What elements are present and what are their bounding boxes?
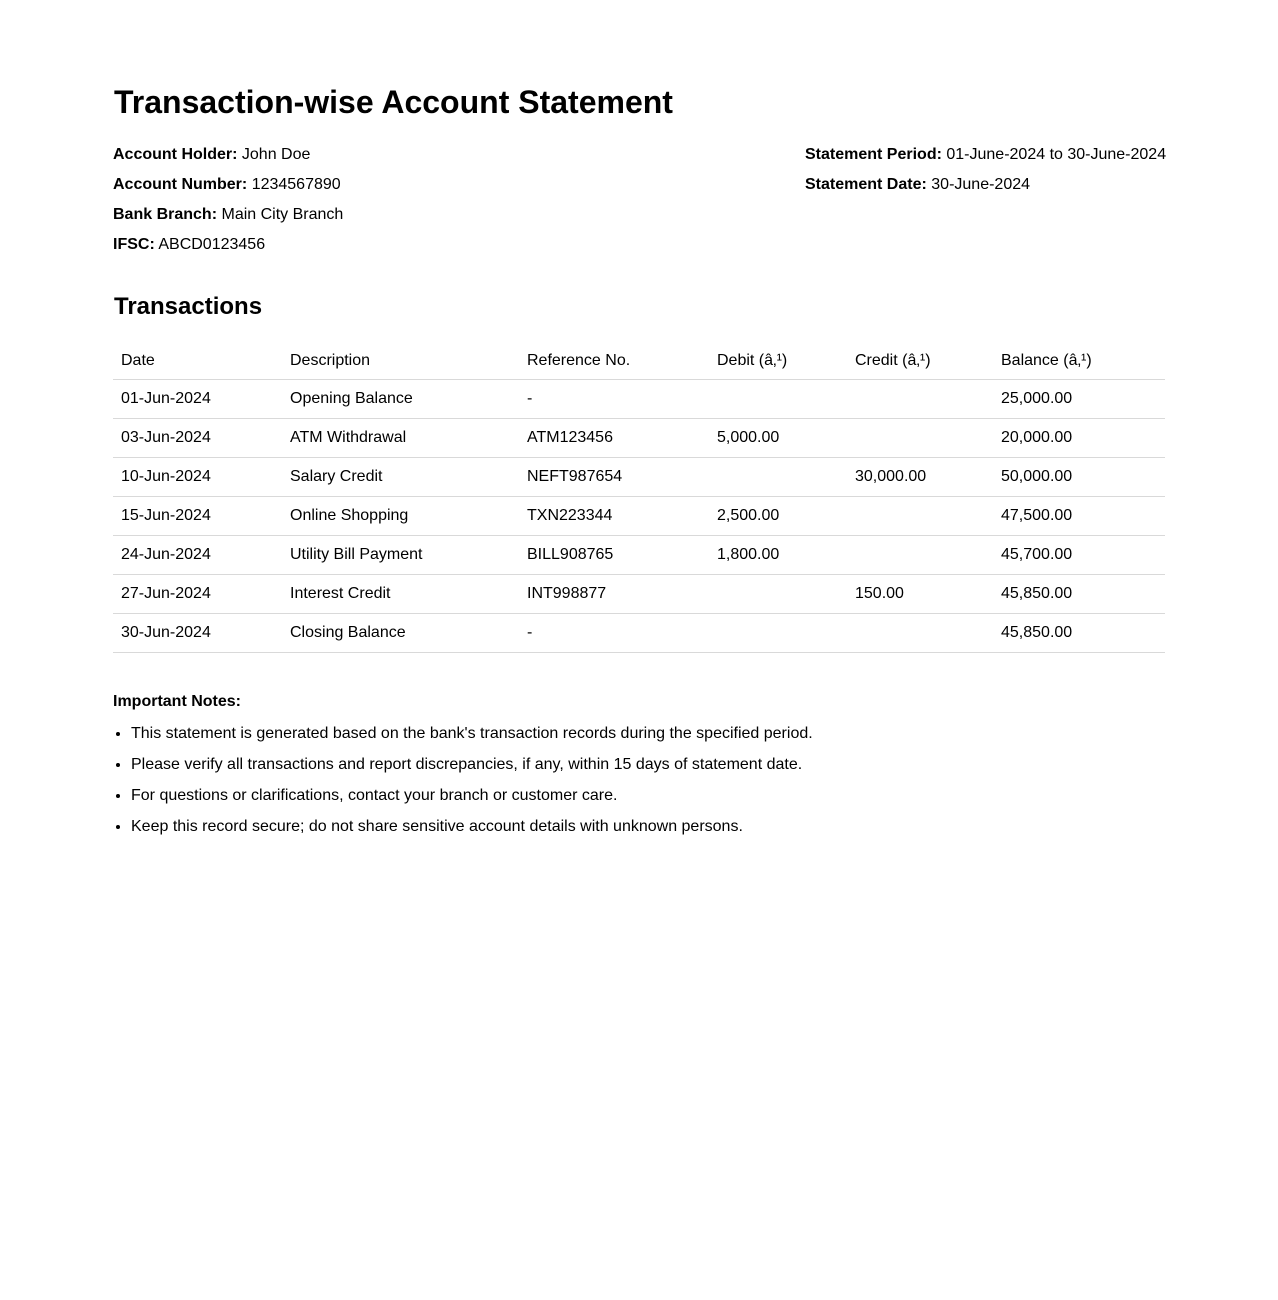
transactions-heading: Transactions — [114, 293, 263, 320]
account-number-label: Account Number: — [113, 176, 248, 193]
cell-balance: 25,000.00 — [993, 380, 1165, 419]
column-header-credit: Credit (â‚¹) — [847, 342, 993, 380]
cell-debit: 2,500.00 — [709, 497, 847, 536]
cell-balance: 20,000.00 — [993, 419, 1165, 458]
cell-date: 24-Jun-2024 — [113, 536, 282, 575]
cell-date: 10-Jun-2024 — [113, 458, 282, 497]
statement-period-row — [805, 140, 1165, 170]
cell-description: Closing Balance — [282, 614, 519, 653]
cell-date: 01-Jun-2024 — [113, 380, 282, 419]
table-row — [113, 536, 1165, 575]
cell-reference: ATM123456 — [519, 419, 709, 458]
statement-page — [113, 0, 1167, 835]
column-header-date: Date — [113, 342, 282, 380]
column-header-description: Description — [282, 342, 519, 380]
cell-debit — [709, 614, 847, 653]
statement-period-value: 01-June-2024 to 30-June-2024 — [946, 146, 1167, 163]
cell-debit — [709, 380, 847, 419]
cell-reference: - — [519, 380, 709, 419]
cell-balance: 47,500.00 — [993, 497, 1165, 536]
cell-date: 15-Jun-2024 — [113, 497, 282, 536]
table-row — [113, 575, 1165, 614]
cell-balance: 45,850.00 — [993, 614, 1165, 653]
cell-balance: 50,000.00 — [993, 458, 1165, 497]
table-row — [113, 614, 1165, 653]
bank-branch-label: Bank Branch: — [113, 206, 218, 223]
account-details — [113, 140, 343, 260]
cell-description: Online Shopping — [282, 497, 519, 536]
cell-description: Utility Bill Payment — [282, 536, 519, 575]
statement-date-label: Statement Date: — [805, 176, 927, 193]
ifsc-row — [113, 230, 343, 260]
ifsc-label: IFSC: — [113, 236, 155, 253]
table-row — [113, 458, 1165, 497]
list-item: • This statement is generated based on the bank's transaction records during the specified period. — [131, 724, 813, 744]
cell-credit — [847, 614, 993, 653]
cell-credit: 150.00 — [847, 575, 993, 614]
cell-description: Opening Balance — [282, 380, 519, 419]
cell-reference: INT998877 — [519, 575, 709, 614]
cell-debit: 5,000.00 — [709, 419, 847, 458]
cell-reference: - — [519, 614, 709, 653]
list-item: • Keep this record secure; do not share sensitive account details with unknown persons. — [131, 817, 813, 837]
ifsc-value: ABCD0123456 — [158, 236, 266, 253]
cell-reference: NEFT987654 — [519, 458, 709, 497]
page-title: Transaction-wise Account Statement — [114, 84, 673, 120]
account-number-value: 1234567890 — [251, 176, 341, 193]
column-header-debit: Debit (â‚¹) — [709, 342, 847, 380]
notes-heading: Important Notes: — [113, 693, 241, 710]
cell-reference: TXN223344 — [519, 497, 709, 536]
statement-date-row — [805, 170, 1165, 200]
cell-balance: 45,850.00 — [993, 575, 1165, 614]
column-header-balance: Balance (â‚¹) — [993, 342, 1165, 380]
cell-balance: 45,700.00 — [993, 536, 1165, 575]
list-item: • Please verify all transactions and report discrepancies, if any, within 15 days of statement date. — [131, 755, 813, 775]
table-row — [113, 380, 1165, 419]
cell-credit — [847, 497, 993, 536]
account-info — [113, 140, 1165, 260]
cell-date: 30-Jun-2024 — [113, 614, 282, 653]
transactions-table — [113, 342, 1165, 653]
cell-description: Interest Credit — [282, 575, 519, 614]
cell-description: Salary Credit — [282, 458, 519, 497]
cell-description: ATM Withdrawal — [282, 419, 519, 458]
account-number-row — [113, 170, 343, 200]
column-header-reference: Reference No. — [519, 342, 709, 380]
cell-date: 27-Jun-2024 — [113, 575, 282, 614]
cell-debit: 1,800.00 — [709, 536, 847, 575]
account-holder-value: John Doe — [241, 146, 311, 163]
cell-debit — [709, 575, 847, 614]
statement-date-value: 30-June-2024 — [931, 176, 1031, 193]
account-holder-row — [113, 140, 343, 170]
bank-branch-row — [113, 200, 343, 230]
important-notes — [113, 692, 813, 848]
cell-date: 03-Jun-2024 — [113, 419, 282, 458]
cell-credit: 30,000.00 — [847, 458, 993, 497]
table-row — [113, 497, 1165, 536]
table-row — [113, 419, 1165, 458]
cell-credit — [847, 380, 993, 419]
account-holder-label: Account Holder: — [113, 146, 238, 163]
statement-details — [805, 140, 1165, 260]
cell-debit — [709, 458, 847, 497]
bank-branch-value: Main City Branch — [221, 206, 344, 223]
cell-credit — [847, 419, 993, 458]
statement-period-label: Statement Period: — [805, 146, 942, 163]
table-header-row — [113, 342, 1165, 380]
list-item: • For questions or clarifications, contact your branch or customer care. — [131, 786, 813, 806]
cell-reference: BILL908765 — [519, 536, 709, 575]
notes-list — [113, 724, 813, 837]
cell-credit — [847, 536, 993, 575]
